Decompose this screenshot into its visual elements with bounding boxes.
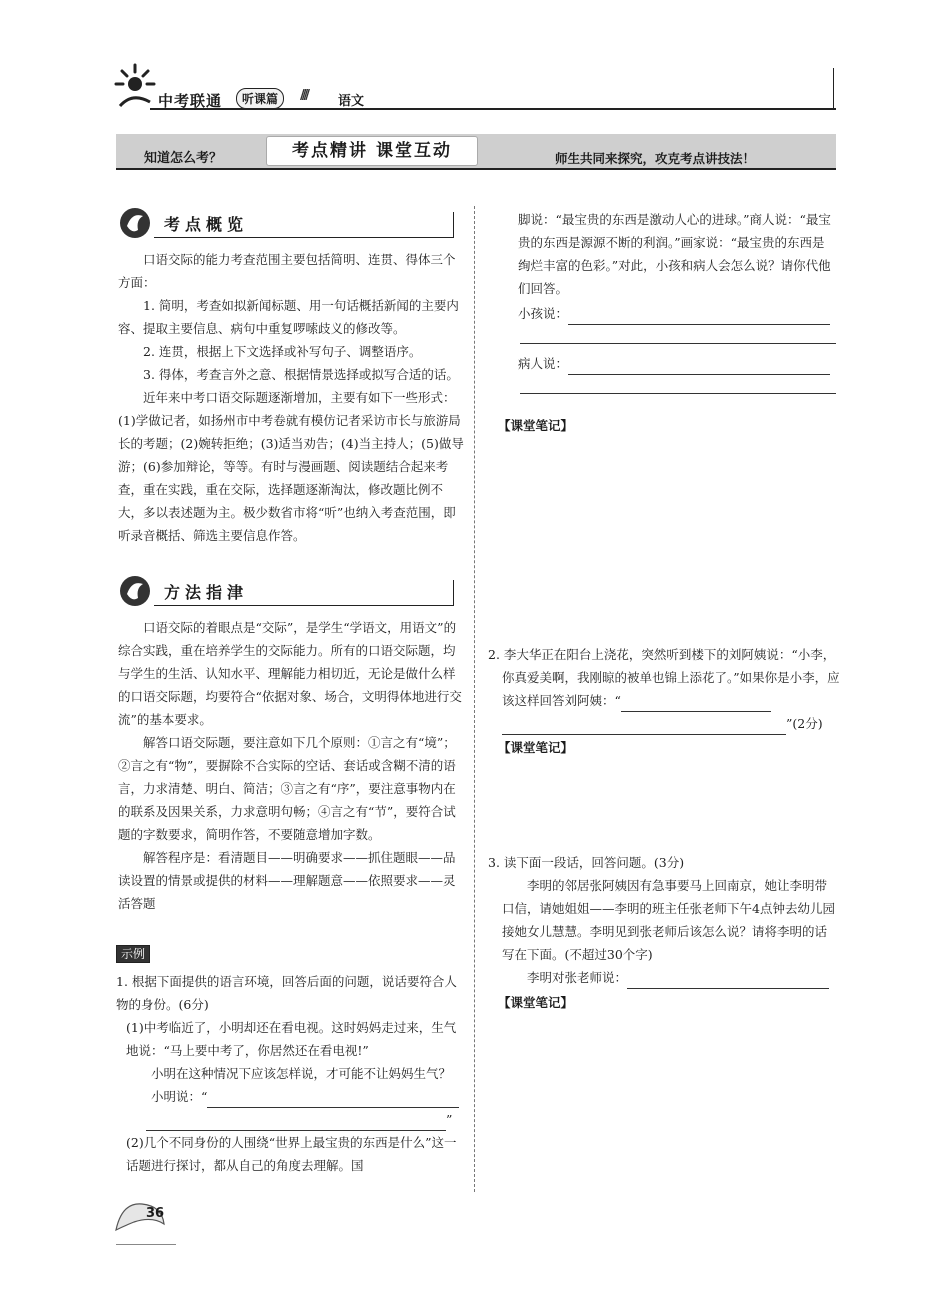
question-1-prompt: 小明在这种情况下应该怎样说，才可能不让妈妈生气？ (151, 1066, 452, 1081)
question-3: 3. 读下面一段话，回答问题。(3分) (488, 855, 685, 870)
answer-line-row (116, 1085, 464, 1108)
overview-intro: 口语交际的能力考查范围主要包括简明、连贯、得体三个方面： (118, 252, 456, 290)
question-3-answer-row (488, 966, 838, 989)
example-label: 示例 (116, 945, 150, 963)
answer-blank[interactable] (621, 697, 771, 712)
brand-title: 中考联通 (158, 92, 223, 110)
question-2-end-row (488, 712, 840, 735)
header-rule (150, 108, 836, 110)
closing-quote: ” (446, 1112, 453, 1127)
question-3-passage: 李明的邻居张阿姨因有急事要马上回南京，她让李明带口信，请她姐姐——李明的班主任张老师下午4点钟去幼儿园接她女儿慧慧。李明见到张老师后该怎么说？请将李明的话写在下面。(不超过30个字) (502, 878, 835, 962)
class-notes-label: 【课堂笔记】 (498, 418, 574, 433)
child-says-label: 小孩说： (518, 306, 569, 321)
method-body (118, 616, 464, 915)
answer-blank[interactable] (520, 343, 836, 344)
banner-title: 考点精讲 课堂互动 (266, 136, 478, 166)
slash-decoration: //// (300, 88, 307, 103)
question-1-part-2-cont: 脚说：“最宝贵的东西是激动人心的进球。”商人说：“最宝贵的东西是源源不断的利润。”画家说：“最宝贵的东西是绚烂丰富的色彩。”对此，小孩和病人会怎么说？请你代他们回答。 (518, 212, 831, 296)
overview-item-2: 2. 连贯，根据上下文选择或补写句子、调整语序。 (143, 344, 422, 359)
overview-title: 考点概览 (164, 215, 249, 234)
class-notes-label: 【课堂笔记】 (498, 740, 574, 755)
section-tag: 听课篇 (236, 88, 284, 109)
answer-blank[interactable] (146, 1116, 446, 1131)
class-notes-label: 【课堂笔记】 (498, 995, 574, 1010)
section-swirl-icon (118, 206, 152, 240)
right-column-body (488, 208, 836, 394)
question-3-block (488, 851, 838, 989)
answer-blank[interactable] (568, 310, 830, 325)
banner-left-text: 知道怎么考？ (144, 151, 223, 166)
patient-answer-row (488, 352, 836, 375)
question-1-part-2: (2)几个不同身份的人围绕“世界上最宝贵的东西是什么”这一话题进行探讨，都从自己的角度去理解。国 (126, 1135, 457, 1173)
subject-label: 语文 (338, 94, 365, 109)
question-2-score: ”(2分) (786, 716, 823, 731)
answer-blank[interactable] (627, 974, 829, 989)
liming-says-label: 李明对张老师说： (527, 970, 628, 985)
header-corner (833, 68, 834, 108)
logo-sun-icon (112, 62, 158, 108)
overview-section-header (118, 206, 454, 240)
answer-line-row-2 (116, 1108, 464, 1131)
overview-item-1: 1. 简明，考查如拟新闻标题、用一句话概括新闻的主要内容、提取主要信息、病句中重复啰嗦歧义的修改等。 (118, 298, 459, 336)
page-number: 36 (146, 1206, 165, 1221)
method-section-header (118, 574, 454, 608)
method-paragraph-2: 解答口语交际题，要注意如下几个原则：①言之有“境”；②言之有“物”，要摒除不合实际的空话、套话或含糊不清的语言，力求清楚、明白、简洁；③言之有“序”，要注意事物内在的联系及因果关系，力求意明句畅；④言之有“节”，要符合试题的字数要求，简明作答，不要随意增加字数。 (118, 735, 456, 842)
answer-blank[interactable] (502, 720, 786, 735)
overview-item-3: 3. 得体，考查言外之意、根据情景选择或拟写合适的话。 (143, 367, 459, 382)
method-paragraph-1: 口语交际的着眼点是“交际”，是学生“学语文，用语文”的综合实践，重在培养学生的交际能力。所有的口语交际题，均与学生的生活、认知水平、理解能力相切近，无论是做什么样的口语交际题，均要符合“依据对象、场合，文明得体地进行交流”的基本要求。 (118, 620, 462, 727)
patient-says-label: 病人说： (518, 356, 569, 371)
footer-rule (116, 1244, 176, 1245)
question-2: 2. 李大华正在阳台上浇花，突然听到楼下的刘阿姨说：“小李，你真爱美啊，我刚晾的被单也锦上添花了。”如果你是小李，应该这样回答刘阿姨：“ (488, 647, 840, 708)
question-2-block (488, 643, 840, 735)
column-divider (474, 206, 475, 1192)
overview-trend: 近年来中考口语交际题逐渐增加，主要有如下一些形式：(1)学做记者，如扬州市中考卷就有模仿记者采访市长与旅游局长的考题；(2)婉转拒绝；(3)适当劝告；(4)当主持人；(5)做导游；(6)参加辩论，等等。有时与漫画题、阅读题结合起来考查，重在实践，重在交际，选择题逐渐淘汰，修改题比例不大，多以表述题为主。极少数省市将“听”也纳入考查范围，即听录音概括、筛选主要信息作答。 (118, 390, 464, 543)
method-paragraph-3: 解答程序是：看清题目——明确要求——抓住题眼——品读设置的情景或提供的材料——理解题意——依照要求——灵活答题 (118, 850, 456, 911)
xiaoming-says-label: 小明说：“ (151, 1089, 208, 1104)
answer-blank[interactable] (520, 393, 836, 394)
child-answer-row (488, 302, 836, 325)
method-title: 方法指津 (164, 583, 249, 602)
question-2-row (488, 643, 840, 712)
overview-body (118, 248, 464, 547)
answer-blank[interactable] (568, 360, 830, 375)
section-swirl-icon (118, 574, 152, 608)
question-1: 1. 根据下面提供的语言环境，回答后面的问题，说话要符合人物的身份。(6分) (116, 974, 457, 1012)
example-body (116, 970, 464, 1177)
question-1-part-1: (1)中考临近了，小明却还在看电视。这时妈妈走过来，生气地说：“马上要中考了，你居然还在看电视!” (126, 1020, 457, 1058)
answer-blank[interactable] (207, 1093, 459, 1108)
banner-right-text: 师生共同来探究，攻克考点讲技法！ (555, 151, 756, 166)
